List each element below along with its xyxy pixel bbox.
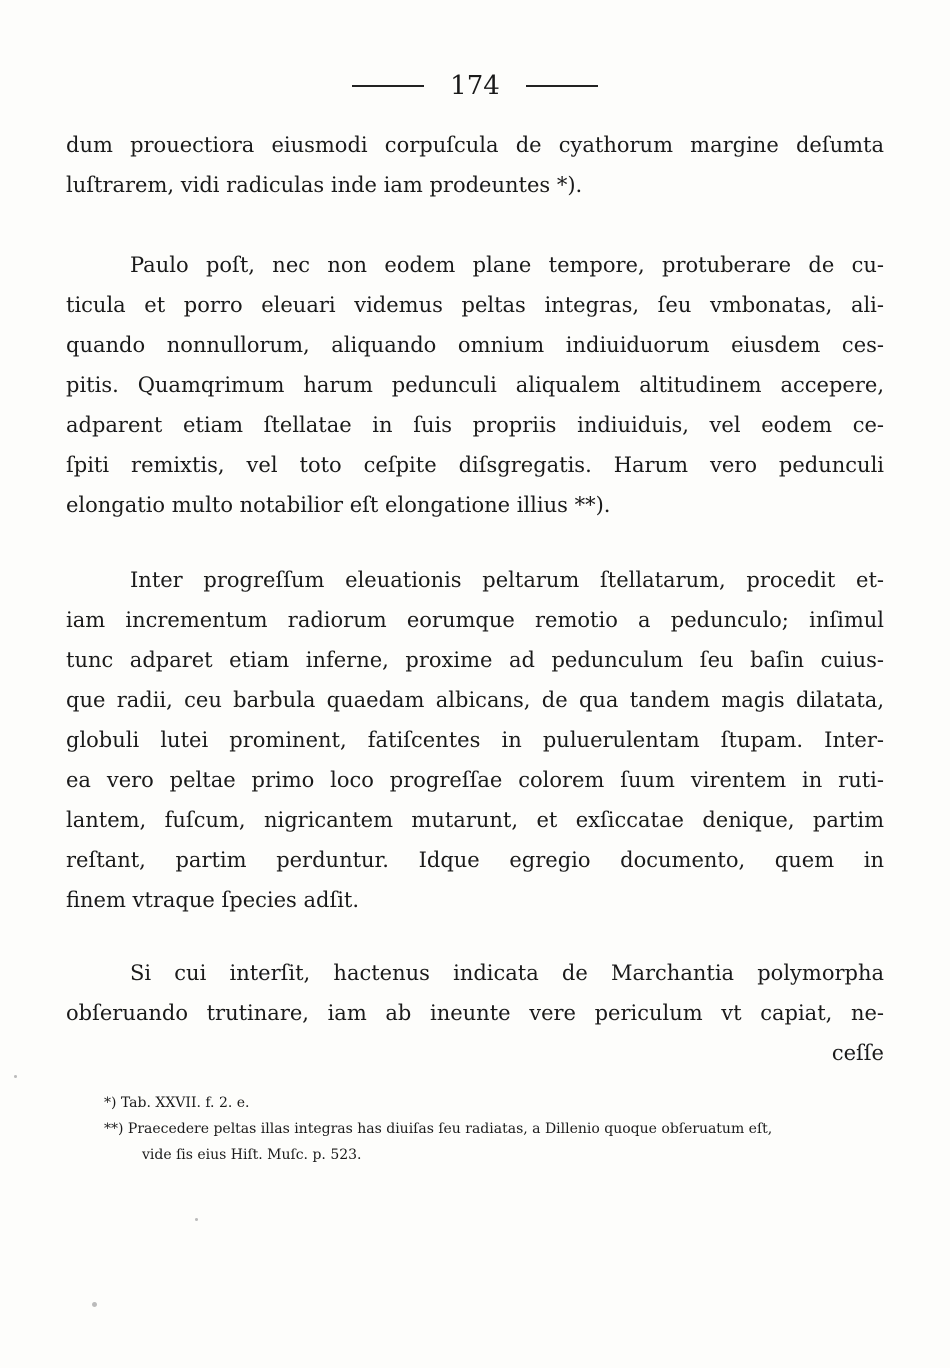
- text-line: adparent etiam ſtellatae in ſuis propriis indiuiduis, vel eodem ce-: [66, 413, 884, 437]
- text-line: ſpiti remixtis, vel toto ceſpite diſsgregatis. Harum vero pedunculi: [66, 453, 884, 477]
- paper-speck: [14, 1075, 17, 1078]
- text-line: reſtant, partim perduntur. Idque egregio documento, quem in: [66, 848, 884, 872]
- text-line: ea vero peltae primo loco progreſſae colorem ſuum virentem in ruti-: [66, 768, 884, 792]
- text-line: dum prouectiora eiusmodi corpuſcula de cyathorum margine deſumta: [66, 133, 884, 157]
- text-line: Inter progreſſum eleuationis peltarum ſtellatarum, procedit et-: [130, 568, 884, 592]
- paragraph-1: [66, 125, 884, 205]
- text-line: Si cui interſit, hactenus indicata de Marchantia polymorpha: [130, 961, 884, 985]
- text-line: que radii, ceu barbula quaedam albicans, de qua tandem magis dilatata,: [66, 688, 884, 712]
- text-line: obſeruando trutinare, iam ab ineunte vere periculum vt capiat, ne-: [66, 1001, 884, 1025]
- paragraph-3: [66, 560, 884, 920]
- text-line: elongatio multo notabilior eſt elongatione illius **).: [66, 493, 611, 517]
- text-line: Paulo poſt, nec non eodem plane tempore, protuberare de cu-: [130, 253, 884, 277]
- page-header: [0, 70, 950, 101]
- catchword: ceſſe: [831, 1041, 884, 1065]
- paper-speck: [195, 1218, 198, 1221]
- text-line: quando nonnullorum, aliquando omnium indiuiduorum eiusdem ces-: [66, 333, 884, 357]
- footnotes: [104, 1090, 894, 1168]
- text-line: ticula et porro eleuari videmus peltas integras, ſeu vmbonatas, ali-: [66, 293, 884, 317]
- page-number: 174: [450, 71, 500, 101]
- text-line: globuli lutei prominent, fatiſcentes in puluerulentam ſtupam. Inter-: [66, 728, 884, 752]
- paragraph-2: [66, 245, 884, 525]
- footnote-2: **) Praecedere peltas illas integras has diuiſas ſeu radiatas, a Dillenio quoque obſeruatum eſt,: [104, 1121, 773, 1137]
- header-rule-left: [352, 85, 424, 87]
- text-line: pitis. Quamqrimum harum pedunculi aliqualem altitudinem accepere,: [66, 373, 884, 397]
- text-line: tunc adparet etiam inferne, proxime ad pedunculum ſeu baſin cuius-: [66, 648, 884, 672]
- text-line: lantem, fuſcum, nigricantem mutarunt, et exſiccatae denique, partim: [66, 808, 884, 832]
- text-line: finem vtraque ſpecies adſit.: [66, 888, 360, 912]
- footnote-1: *) Tab. XXVII. f. 2. e.: [104, 1095, 250, 1111]
- footnote-2-continuation: vide ſis eius Hiſt. Muſc. p. 523.: [142, 1147, 362, 1163]
- paper-speck: [92, 1302, 97, 1307]
- header-rule-right: [526, 85, 598, 87]
- text-line: luſtrarem, vidi radiculas inde iam prodeuntes *).: [66, 173, 583, 197]
- text-line: iam incrementum radiorum eorumque remotio a pedunculo; inſimul: [66, 608, 884, 632]
- paragraph-4: [66, 953, 884, 1073]
